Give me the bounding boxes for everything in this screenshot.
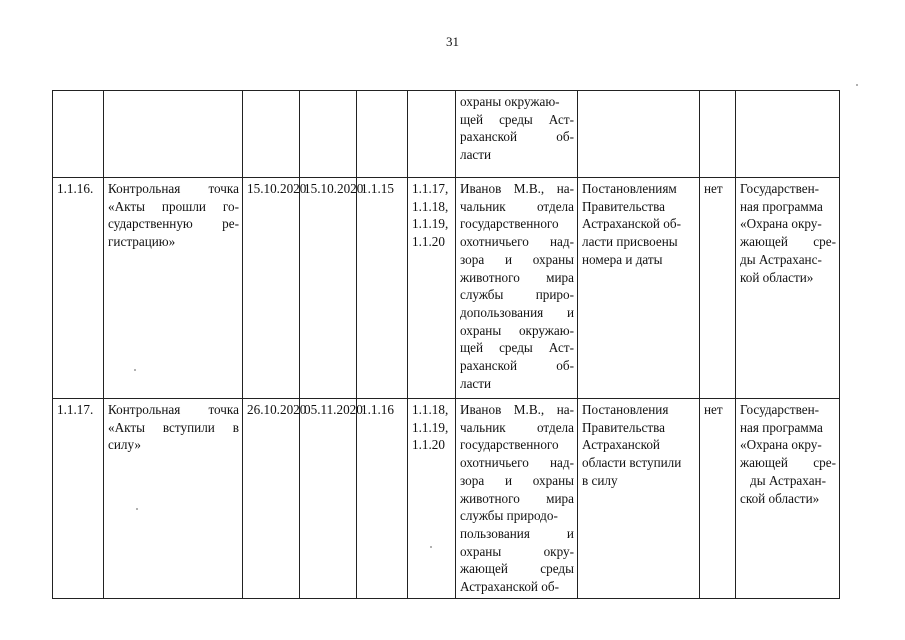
start-date-cell: 26.10.2020 xyxy=(243,399,300,599)
program-cell xyxy=(736,178,840,399)
cell-line: допользования и xyxy=(460,304,574,320)
cell-line: 1.1.19, xyxy=(412,216,449,232)
cell-line: ласти присвоены xyxy=(582,234,678,250)
table-row xyxy=(53,91,840,178)
cell-line: ная программа xyxy=(740,419,823,435)
scan-speck xyxy=(136,508,138,510)
cell-line: Астраханской xyxy=(582,437,660,453)
cell-line: Государствен- xyxy=(740,402,820,417)
cell-line: животного мира xyxy=(460,490,574,506)
cell-line: в силу xyxy=(582,472,618,488)
cell-line: Контрольная точка xyxy=(108,181,239,196)
result-cell xyxy=(578,399,700,599)
cell-line: номера и даты xyxy=(582,251,663,267)
cell-line: силу» xyxy=(108,437,142,453)
cell-line: «Акты вступили в xyxy=(108,419,239,435)
cell-line: службы приро- xyxy=(460,287,574,303)
flag-cell: нет xyxy=(700,399,736,599)
linked-items-cell xyxy=(408,178,456,399)
cell-line: Иванов М.В., на- xyxy=(460,402,574,417)
cell-line: раханской об- xyxy=(460,129,574,145)
cell-line: охотничьего над- xyxy=(460,234,574,250)
responsible-cell xyxy=(456,91,578,178)
cell-line: службы природо- xyxy=(460,508,558,524)
flag-cell xyxy=(700,91,736,178)
flag-cell: нет xyxy=(700,178,736,399)
program-cell xyxy=(736,399,840,599)
cell-line: жающей сре- xyxy=(740,234,836,250)
predecessor-cell: 1.1.15 xyxy=(357,178,408,399)
cell-line: охотничьего над- xyxy=(460,455,574,471)
cell-line: охраны окру- xyxy=(460,543,574,559)
cell-line: щей среды Аст- xyxy=(460,340,574,356)
cell-line: животного мира xyxy=(460,269,574,285)
cell-line: государственного xyxy=(460,216,559,232)
cell-line: Правительства xyxy=(582,198,665,214)
result-cell xyxy=(578,178,700,399)
cell-line: 1.1.19, xyxy=(412,419,449,435)
cell-line: Постановления xyxy=(582,402,669,417)
cell-line: 1.1.18, xyxy=(412,198,449,214)
result-cell xyxy=(578,91,700,178)
task-name-cell xyxy=(104,399,243,599)
cell-line: пользования и xyxy=(460,525,574,541)
cell-line: охраны окружаю- xyxy=(460,322,574,338)
cell-line: кой области» xyxy=(740,269,814,285)
cell-line: «Акты прошли го- xyxy=(108,198,239,214)
task-name-cell xyxy=(104,91,243,178)
cell-line: области вступили xyxy=(582,455,682,471)
cell-line: сударственную ре- xyxy=(108,216,239,232)
predecessor-cell: 1.1.16 xyxy=(357,399,408,599)
cell-line: гистрацию» xyxy=(108,234,176,250)
cell-line: чальник отдела xyxy=(460,198,574,214)
responsible-cell xyxy=(456,178,578,399)
row-number-cell xyxy=(53,91,104,178)
cell-line: охраны окружаю- xyxy=(460,94,560,109)
cell-line: Астраханской об- xyxy=(460,579,559,595)
cell-line: Астраханской об- xyxy=(582,216,681,232)
cell-line: ласти xyxy=(460,375,492,391)
plan-table xyxy=(52,90,840,599)
cell-line: Постановлениям xyxy=(582,181,677,196)
cell-line: «Охрана окру- xyxy=(740,437,822,453)
cell-line: 1.1.20 xyxy=(412,234,445,250)
task-name-cell xyxy=(104,178,243,399)
cell-line: 1.1.17, xyxy=(412,181,449,196)
cell-line: Правительства xyxy=(582,419,665,435)
page-number: 31 xyxy=(446,34,459,49)
row-number-cell: 1.1.16. xyxy=(53,178,104,399)
table-row xyxy=(53,178,840,399)
cell-line: ды Астраханс- xyxy=(740,251,822,267)
linked-items-cell xyxy=(408,399,456,599)
cell-line: Государствен- xyxy=(740,181,820,196)
cell-line: Иванов М.В., на- xyxy=(460,181,574,196)
cell-line: щей среды Аст- xyxy=(460,111,574,127)
program-cell xyxy=(736,91,840,178)
table-row xyxy=(53,399,840,599)
start-date-cell: 15.10.2020 xyxy=(243,178,300,399)
cell-line: ды Астрахан- xyxy=(749,472,826,488)
scan-speck xyxy=(134,369,136,371)
start-date-cell xyxy=(243,91,300,178)
cell-line: «Охрана окру- xyxy=(740,216,822,232)
end-date-cell: 15.10.2020 xyxy=(300,178,357,399)
cell-line: жающей сре- xyxy=(740,455,836,471)
cell-line: государственного xyxy=(460,437,559,453)
cell-line: зора и охраны xyxy=(460,251,574,267)
cell-line: жающей среды xyxy=(460,561,574,577)
cell-line: ласти xyxy=(460,147,492,163)
cell-line: ской области» xyxy=(740,490,820,506)
end-date-cell: 05.11.2020 xyxy=(300,399,357,599)
cell-line: Контрольная точка xyxy=(108,402,239,417)
cell-line: раханской об- xyxy=(460,358,574,374)
cell-line: ная программа xyxy=(740,198,823,214)
scan-speck xyxy=(430,546,432,548)
cell-line: зора и охраны xyxy=(460,472,574,488)
row-number-cell: 1.1.17. xyxy=(53,399,104,599)
predecessor-cell xyxy=(357,91,408,178)
scan-speck xyxy=(856,84,858,86)
linked-items-cell xyxy=(408,91,456,178)
cell-line: 1.1.20 xyxy=(412,437,445,453)
end-date-cell xyxy=(300,91,357,178)
cell-line: чальник отдела xyxy=(460,419,574,435)
responsible-cell xyxy=(456,399,578,599)
cell-line: 1.1.18, xyxy=(412,402,449,417)
